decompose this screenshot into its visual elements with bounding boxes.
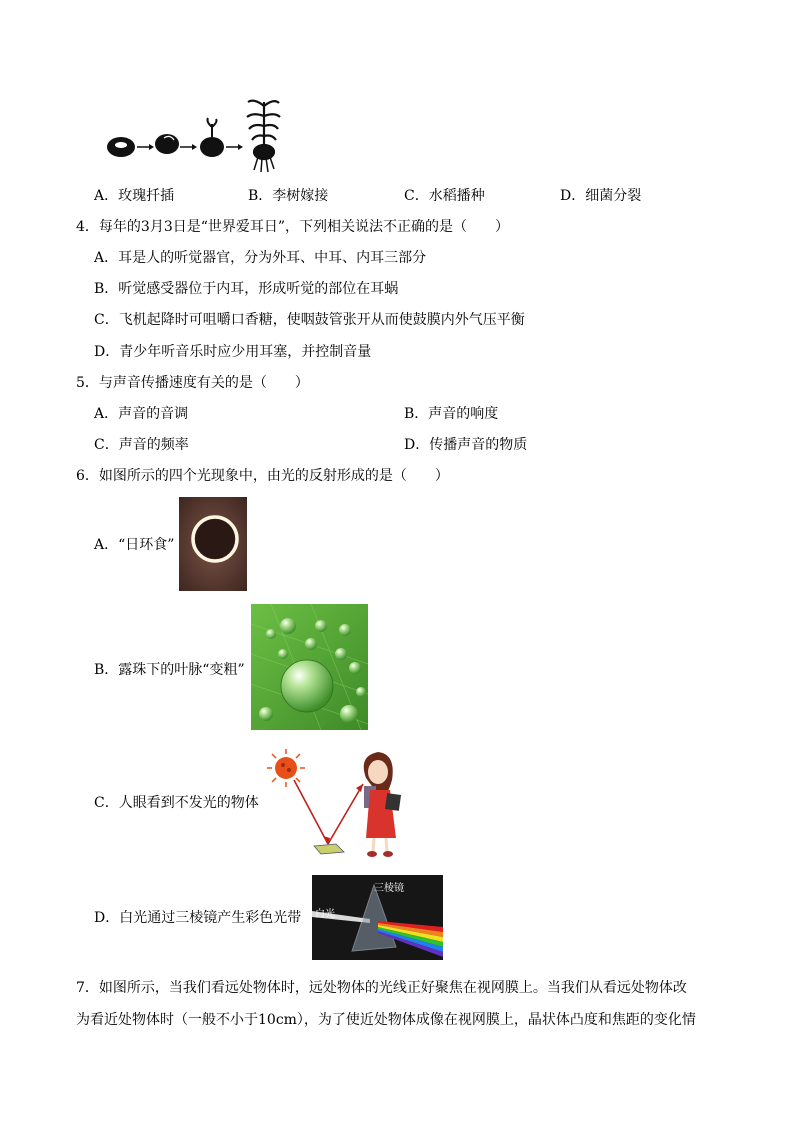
dewdrops-leaf-image <box>251 604 368 730</box>
seed-stage-3 <box>200 118 224 157</box>
q7-line-2: 为看近处物体时（一般不小于10cm），为了使近处物体成像在视网膜上，晶状体凸度和焦距的变化情 <box>76 1012 696 1028</box>
sun-icon <box>267 749 305 787</box>
q4-option-a[interactable]: A．耳是人的听觉器官，分为外耳、中耳、内耳三部分 <box>94 250 427 266</box>
light-ray-lines <box>294 780 363 844</box>
seed-stage-2 <box>155 134 179 154</box>
prism-label: 三棱镜 <box>374 883 404 894</box>
book-on-ground <box>314 844 344 854</box>
q5-option-b[interactable]: B．声音的响度 <box>404 406 499 422</box>
q5-option-a[interactable]: A．声音的音调 <box>94 406 189 422</box>
q3-option-c[interactable]: C．水稻播种 <box>404 188 485 204</box>
white-light-label: 白光 <box>315 909 335 920</box>
q5-stem: 5．与声音传播速度有关的是（ ） <box>76 375 309 391</box>
q4-stem: 4．每年的3月3日是“世界爱耳日”，下列相关说法不正确的是（ ） <box>76 219 510 235</box>
q6-stem: 6．如图所示的四个光现象中，由光的反射形成的是（ ） <box>76 468 449 484</box>
q4-option-b[interactable]: B．听觉感受器位于内耳，形成听觉的部位在耳蜗 <box>94 281 399 297</box>
seed-stage-1 <box>107 137 135 157</box>
sprouted-plant <box>247 101 280 172</box>
prism-dispersion-image <box>312 875 443 960</box>
q3-option-d[interactable]: D．细菌分裂 <box>560 188 642 204</box>
reflection-girl-image <box>266 748 416 860</box>
q6-option-c[interactable]: C．人眼看到不发光的物体 <box>94 795 259 811</box>
q6-option-a[interactable]: A．“日环食” <box>94 537 175 553</box>
q6-option-d[interactable]: D．白光通过三棱镜产生彩色光带 <box>94 910 302 926</box>
q5-option-d[interactable]: D．传播声音的物质 <box>404 437 528 453</box>
q4-option-c[interactable]: C．飞机起降时可咀嚼口香糖，使咽鼓管张开从而使鼓膜内外气压平衡 <box>94 312 525 328</box>
q4-option-d[interactable]: D．青少年听音乐时应少用耳塞，并控制音量 <box>94 344 372 360</box>
q6-option-b[interactable]: B．露珠下的叶脉“变粗” <box>94 662 245 678</box>
girl-figure <box>364 752 401 857</box>
q3-option-a[interactable]: A．玫瑰扦插 <box>94 188 175 204</box>
annular-eclipse-image <box>179 497 247 591</box>
plant-propagation-figure <box>104 94 284 174</box>
q7-line-1: 7．如图所示，当我们看远处物体时，远处物体的光线正好聚焦在视网膜上。当我们从看远处物体改 <box>76 980 687 996</box>
q5-option-c[interactable]: C．声音的频率 <box>94 437 189 453</box>
q3-option-b[interactable]: B．李树嫁接 <box>248 188 329 204</box>
